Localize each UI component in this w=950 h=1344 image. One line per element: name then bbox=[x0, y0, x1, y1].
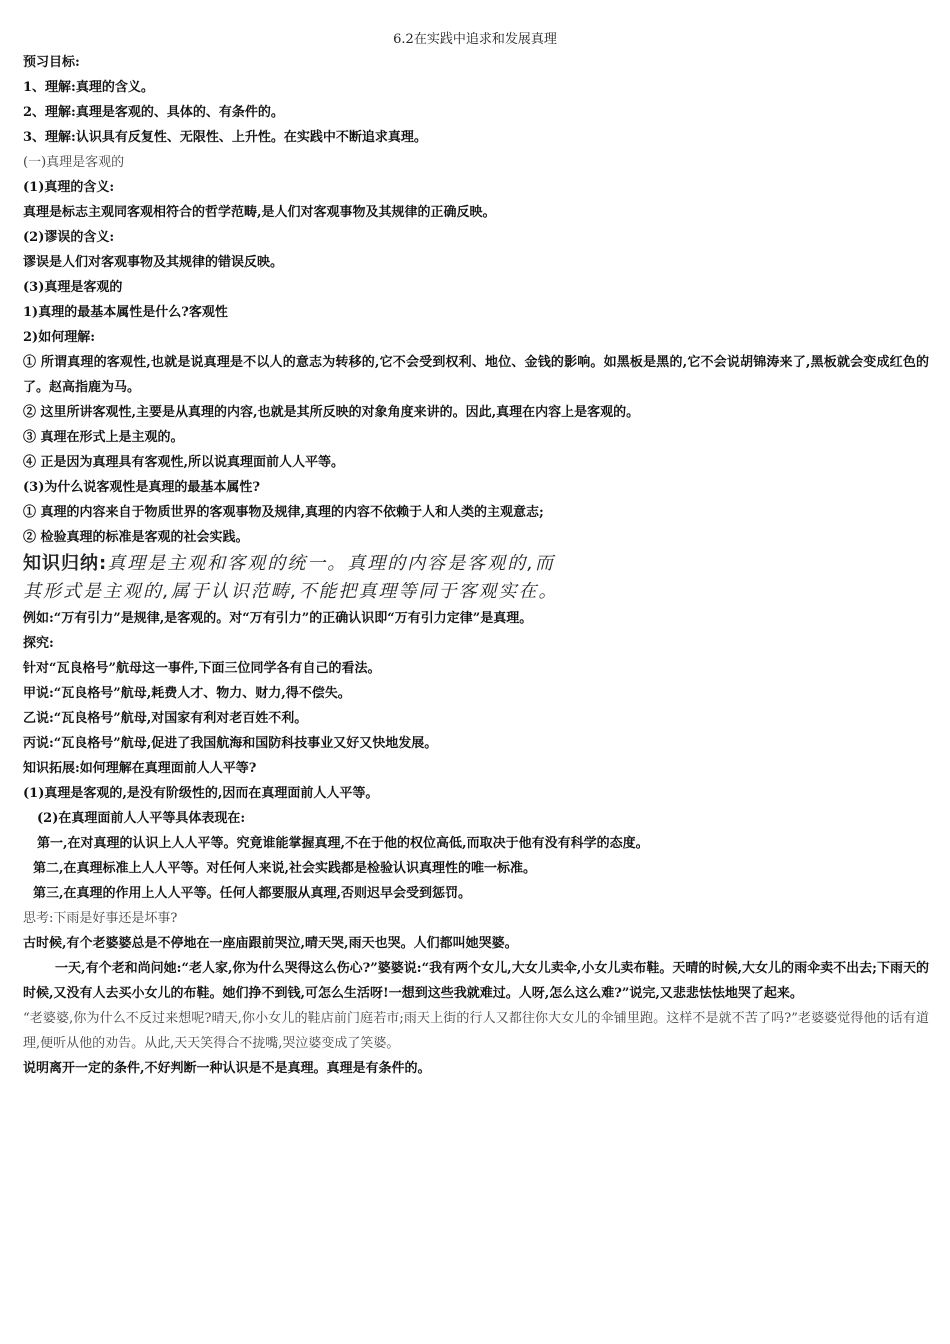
paragraph-line: 谬误是人们对客观事物及其规律的错误反映。 bbox=[23, 255, 284, 270]
handwritten-summary-line-2: 其形式是主观的,属于认识范畴,不能把真理等同于客观实在。 bbox=[23, 581, 559, 602]
paragraph-line: 思考:下雨是好事还是坏事? bbox=[23, 911, 178, 926]
paragraph-line: “老婆婆,你为什么不反过来想呢?晴天,你小女儿的鞋店前门庭若市;雨天上街的行人又都往你大女儿的伞铺里跑。这样不是就不苦了吗?”老婆婆觉得他的话有道理,便听从他的劝告。从此,天天笑得合不拢嘴,哭泣婆变成了笑婆。 bbox=[23, 1011, 929, 1051]
paragraph-line: 说明离开一定的条件,不好判断一种认识是不是真理。真理是有条件的。 bbox=[23, 1061, 431, 1076]
section-heading: 预习目标: bbox=[23, 55, 80, 70]
paragraph-line: 知识拓展:如何理解在真理面前人人平等? bbox=[23, 761, 257, 776]
paragraph-line: (2)谬误的含义: bbox=[23, 230, 115, 245]
subsection-heading: (一)真理是客观的 bbox=[23, 155, 125, 170]
paragraph-line: 甲说:“瓦良格号”航母,耗费人才、物力、财力,得不偿失。 bbox=[23, 686, 351, 701]
handwritten-summary-line-1 bbox=[23, 550, 929, 578]
paragraph-line: 2)如何理解: bbox=[23, 330, 95, 345]
paragraph-line: 丙说:“瓦良格号”航母,促进了我国航海和国防科技事业又好又快地发展。 bbox=[23, 736, 438, 751]
objective-item: 1、理解:真理的含义。 bbox=[23, 80, 154, 95]
paragraph-line: 1)真理的最基本属性是什么?客观性 bbox=[23, 305, 228, 320]
paragraph-line: ③ 真理在形式上是主观的。 bbox=[23, 430, 184, 445]
paragraph-line: ② 检验真理的标准是客观的社会实践。 bbox=[23, 530, 249, 545]
paragraph-line: (3)真理是客观的 bbox=[23, 280, 123, 295]
paragraph-line: ① 真理的内容来自于物质世界的客观事物及规律,真理的内容不依赖于人和人类的主观意志; bbox=[23, 505, 544, 520]
paragraph-line: 古时候,有个老婆婆总是不停地在一座庙跟前哭泣,晴天哭,雨天也哭。人们都叫她哭婆。 bbox=[23, 936, 518, 951]
paragraph-line: 第二,在真理标准上人人平等。对任何人来说,社会实践都是检验认识真理性的唯一标准。 bbox=[33, 861, 537, 876]
paragraph-line: 探究: bbox=[23, 636, 54, 651]
paragraph-line: 一天,有个老和尚问她:“老人家,你为什么哭得这么伤心?”婆婆说:“我有两个女儿,大女儿卖伞,小女儿卖布鞋。天晴的时候,大女儿的雨伞卖不出去;下雨天的时候,又没有人去买小女儿的布鞋。她们挣不到钱,可怎么生活呀!一想到这些我就难过。人呀,怎么这么难?”说完,又悲悲怯怯地哭了起来。 bbox=[23, 961, 929, 1001]
paragraph-line: (3)为什么说客观性是真理的最基本属性? bbox=[23, 480, 260, 495]
paragraph-line: ② 这里所讲客观性,主要是从真理的内容,也就是其所反映的对象角度来讲的。因此,真理在内容上是客观的。 bbox=[23, 405, 640, 420]
paragraph-line: 针对“瓦良格号”航母这一事件,下面三位同学各有自己的看法。 bbox=[23, 661, 381, 676]
paragraph-line: (2)在真理面前人人平等具体表现在: bbox=[37, 811, 246, 826]
paragraph-line: ④ 正是因为真理具有客观性,所以说真理面前人人平等。 bbox=[23, 455, 345, 470]
paragraph-line: (1)真理是客观的,是没有阶级性的,因而在真理面前人人平等。 bbox=[23, 786, 379, 801]
paragraph-line: 例如:“万有引力”是规律,是客观的。对“万有引力”的正确认识即“万有引力定律”是真理。 bbox=[23, 611, 533, 626]
paragraph-line: ① 所谓真理的客观性,也就是说真理是不以人的意志为转移的,它不会受到权利、地位、金钱的影响。如黑板是黑的,它不会说胡锦涛来了,黑板就会变成红色的了。赵高指鹿为马。 bbox=[23, 355, 929, 395]
paragraph-line: 第一,在对真理的认识上人人平等。究竟谁能掌握真理,不在于他的权位高低,而取决于他有没有科学的态度。 bbox=[37, 836, 649, 851]
document-title: 6.2在实践中追求和发展真理 bbox=[393, 32, 557, 47]
paragraph-line: 乙说:“瓦良格号”航母,对国家有利对老百姓不利。 bbox=[23, 711, 308, 726]
objective-item: 2、理解:真理是客观的、具体的、有条件的。 bbox=[23, 105, 284, 120]
document-body bbox=[23, 50, 929, 1081]
objective-item: 3、理解:认识具有反复性、无限性、上升性。在实践中不断追求真理。 bbox=[23, 130, 427, 145]
paragraph-line: 真理是标志主观同客观相符合的哲学范畴,是人们对客观事物及其规律的正确反映。 bbox=[23, 205, 496, 220]
paragraph-line: 第三,在真理的作用上人人平等。任何人都要服从真理,否则迟早会受到惩罚。 bbox=[33, 886, 472, 901]
paragraph-line: (1)真理的含义: bbox=[23, 180, 115, 195]
handwritten-label: 知识归纳: bbox=[23, 553, 108, 574]
handwritten-text: 真理是主观和客观的统一。真理的内容是客观的,而 bbox=[107, 553, 555, 574]
